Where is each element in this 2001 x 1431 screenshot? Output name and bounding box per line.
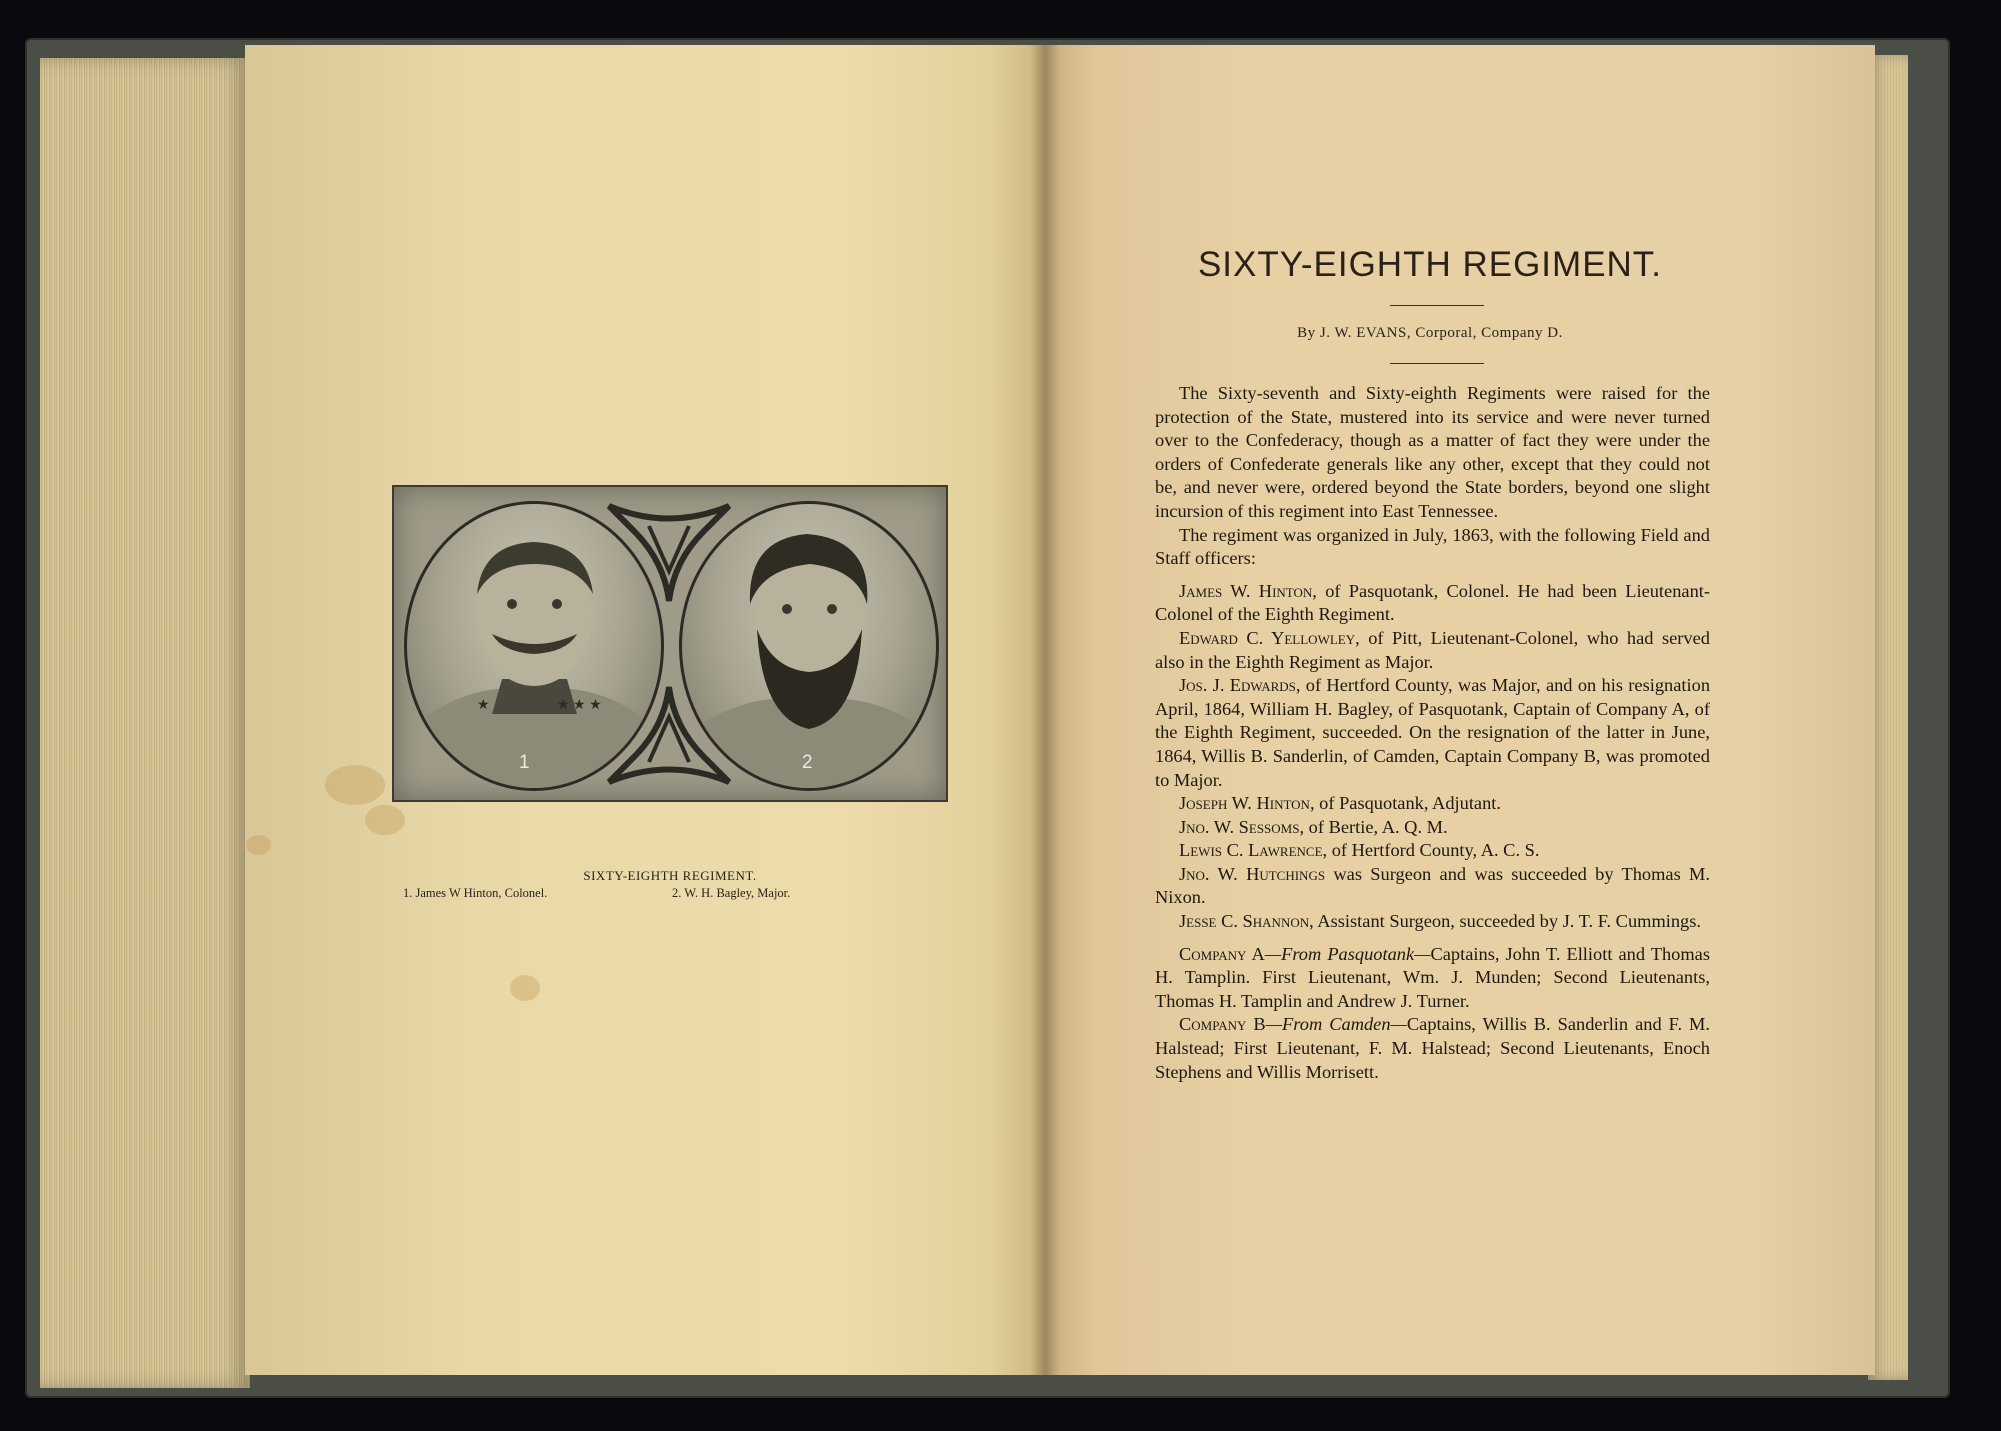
paper-stain	[510, 975, 540, 1001]
portrait-2-number: 2	[802, 752, 813, 773]
paragraph: Jesse C. Shannon, Assistant Surgeon, succeeded by J. T. F. Cummings.	[1179, 911, 1702, 932]
byline: By J. W. EVANS, Corporal, Company D.	[1297, 325, 1563, 341]
byline-rule	[1390, 363, 1484, 364]
left-page-edges	[40, 58, 250, 1388]
paragraph: Jos. J. Edwards, of Hertford County, was Major, and on his resignation April, 1864, William H. Bagley, of Pasquotank, Captain of Company A, of the Eighth Regiment, succeeded. On the resignation of the latter in June, 1864, Willis B. Sanderlin, of Camden, Captain Company B, was promoted to Major.	[1155, 675, 1711, 790]
title-rule	[1390, 305, 1484, 306]
paragraph: The regiment was organized in July, 1863, with the following Field and Staff officers:	[1155, 524, 1710, 569]
portrait-1-caption: 1. James W Hinton, Colonel.	[403, 886, 548, 900]
paragraph: Jno. W. Hutchings was Surgeon and was succeeded by Thomas M. Nixon.	[1155, 863, 1711, 908]
book-gutter	[1030, 45, 1060, 1375]
portrait-2	[679, 501, 939, 791]
paragraph: Company B—From Camden—Captains, Willis B. Sanderlin and F. M. Halstead; First Lieutenant, F. M. Halstead; Second Lieutenants, Enoch Stephens and Willis Morrisett.	[1155, 1014, 1710, 1082]
paragraph: James W. Hinton, of Pasquotank, Colonel. He had been Lieutenant-Colonel of the Eighth Regiment.	[1155, 580, 1710, 625]
portrait-2-caption: 2. W. H. Bagley, Major.	[672, 886, 791, 900]
paragraph: Company A—From Pasquotank—Captains, John T. Elliott and Thomas H. Tamplin. First Lieutenant, Wm. J. Munden; Second Lieutenants, Thomas H. Tamplin and Andrew J. Turner.	[1155, 943, 1710, 1011]
paper-stain	[246, 835, 271, 855]
paragraph: Lewis C. Lawrence, of Hertford County, A. C. S.	[1179, 840, 1540, 861]
paper-stain	[365, 805, 405, 835]
svg-text:★: ★	[477, 698, 490, 713]
svg-text:★ ★ ★: ★ ★ ★	[557, 698, 602, 713]
page-title: SIXTY-EIGHTH REGIMENT.	[1197, 245, 1663, 284]
paragraph: The Sixty-seventh and Sixty-eighth Regiments were raised for the protection of the State, mustered into its service and were never turned over to the Confederacy, though as a matter of fact they were under the orders of Confederate generals like any other, except that they could not be, and never were, ordered beyond the State borders, beyond one slight incursion of this regiment into East Tennessee.	[1155, 383, 1710, 521]
portrait-plate	[392, 485, 948, 802]
paper-stain	[325, 765, 385, 805]
paragraph: Joseph W. Hinton, of Pasquotank, Adjutant.	[1179, 793, 1501, 814]
portrait-2-figure	[682, 504, 936, 788]
paragraph: Jno. W. Sessoms, of Bertie, A. Q. M.	[1179, 816, 1448, 837]
article-body	[1155, 382, 1710, 1084]
paragraph: Edward C. Yellowley, of Pitt, Lieutenant-Colonel, who had served also in the Eighth Regiment as Major.	[1155, 627, 1710, 672]
plate-caption-title: SIXTY-EIGHTH REGIMENT.	[583, 868, 757, 883]
portrait-1-number: 1	[519, 752, 530, 773]
